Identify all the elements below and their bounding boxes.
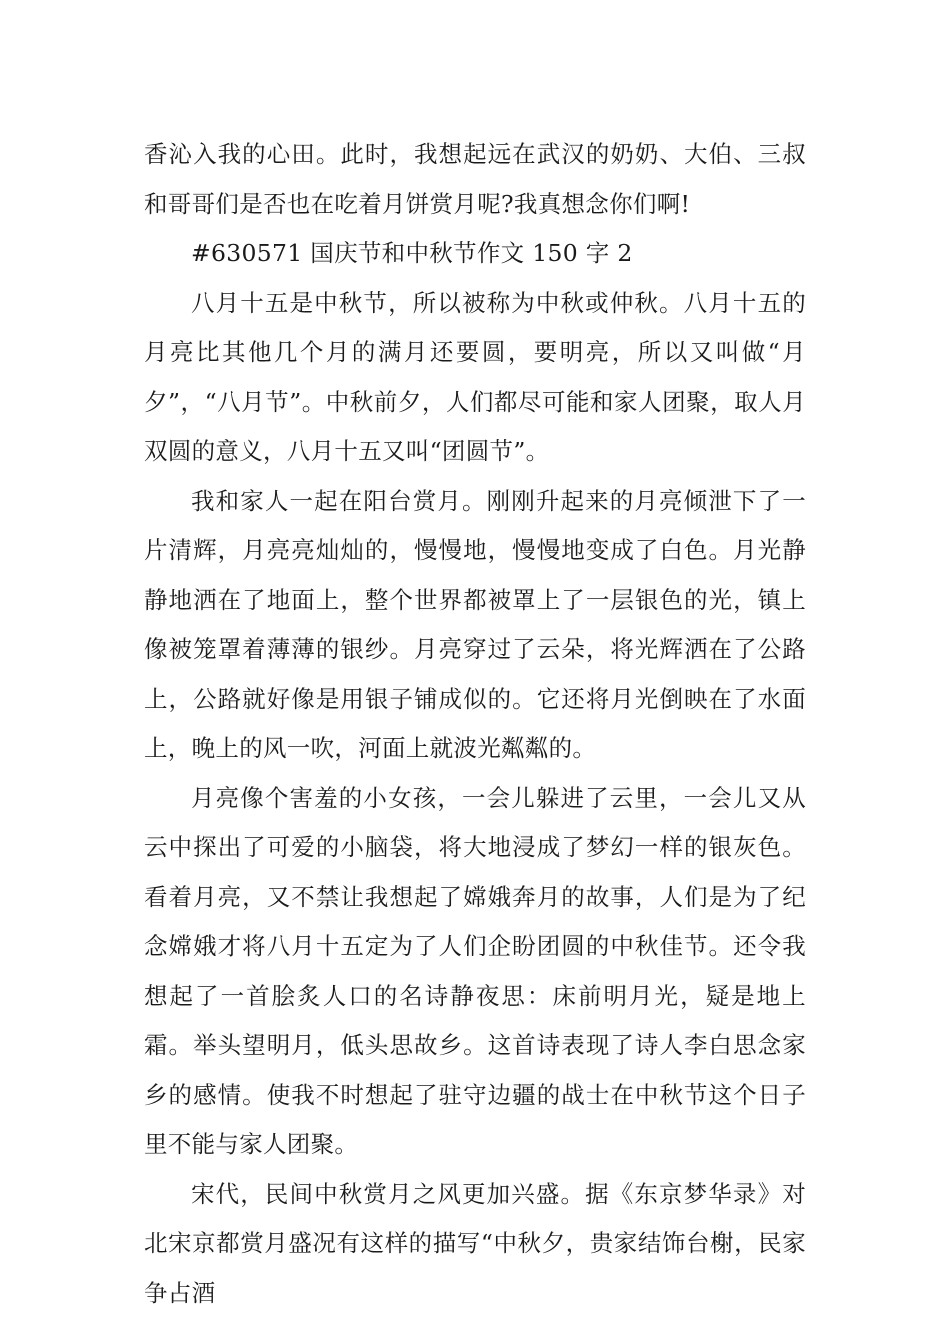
paragraph-continuation: 香沁入我的心田。此时，我想起远在武汉的奶奶、大伯、三叔和哥哥们是否也在吃着月饼赏月呢?我真想念你们啊! xyxy=(144,140,806,218)
paragraph-mid-autumn-intro: 八月十五是中秋节，所以被称为中秋或仲秋。八月十五的月亮比其他几个月的满月还要圆，要明亮，所以又叫做“月夕”，“八月节”。中秋前夕，人们都尽可能和家人团聚，取人月双圆的意义，八月十五又叫“团圆节”。 xyxy=(144,288,806,465)
paragraph-moon-viewing: 我和家人一起在阳台赏月。刚刚升起来的月亮倾泄下了一片清辉，月亮亮灿灿的，慢慢地，慢慢地变成了白色。月光静静地洒在了地面上，整个世界都被罩上了一层银色的光，镇上像被笼罩着薄薄的银纱。月亮穿过了云朵，将光辉洒在了公路上，公路就好像是用银子铺成似的。它还将月光倒映在了水面上，晚上的风一吹，河面上就波光粼粼的。 xyxy=(144,486,806,762)
essay-heading: #630571 国庆节和中秋节作文 150 字 2 xyxy=(191,239,633,267)
paragraph-song-dynasty: 宋代，民间中秋赏月之风更加兴盛。据《东京梦华录》对北宋京都赏月盛况有这样的描写“中秋夕，贵家结饰台榭，民家争占酒 xyxy=(144,1179,806,1307)
paragraph-shy-moon: 月亮像个害羞的小女孩，一会儿躲进了云里，一会儿又从云中探出了可爱的小脑袋，将大地浸成了梦幻一样的银灰色。看着月亮，又不禁让我想起了嫦娥奔月的故事，人们是为了纪念嫦娥才将八月十五定为了人们企盼团圆的中秋佳节。还令我想起了一首脍炙人口的名诗静夜思：床前明月光，疑是地上霜。举头望明月，低头思故乡。这首诗表现了诗人李白思念家乡的感情。使我不时想起了驻守边疆的战士在中秋节这个日子里不能与家人团聚。 xyxy=(144,783,806,1158)
document-body xyxy=(144,130,806,1318)
